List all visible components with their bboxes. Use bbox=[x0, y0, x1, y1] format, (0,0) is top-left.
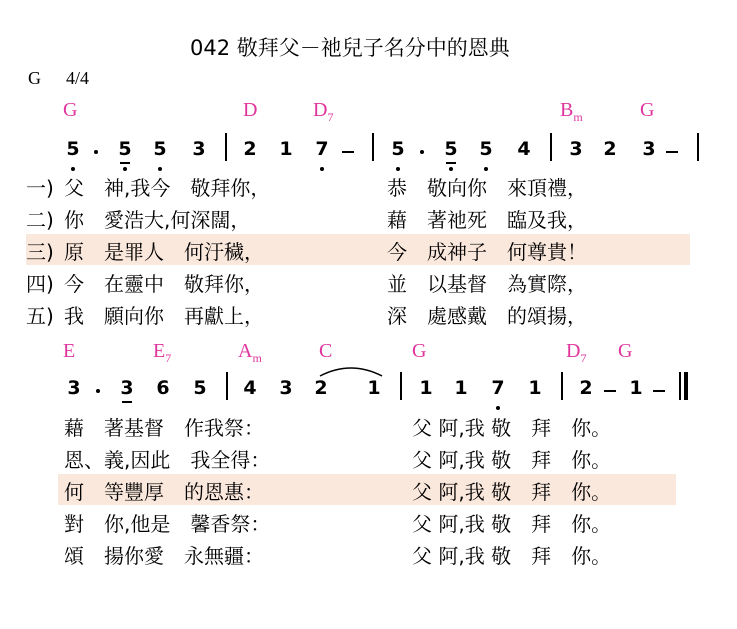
chord-symbol: $D_7$ bbox=[313, 99, 334, 124]
barline bbox=[697, 133, 699, 161]
underline bbox=[122, 401, 132, 403]
note-5: 5 bbox=[63, 140, 83, 159]
note-3: 3 bbox=[569, 138, 583, 160]
note-3: 3 bbox=[192, 138, 206, 160]
low-octave-dot bbox=[484, 167, 488, 171]
lyric-phrase: 對 你,他是 馨香祭： bbox=[64, 512, 271, 536]
note-2: 2 bbox=[603, 138, 617, 160]
note-1: 1 bbox=[528, 377, 542, 399]
note-2: 2 bbox=[579, 377, 593, 399]
lyric-phrase: 頌 揚你愛 永無疆： bbox=[64, 544, 264, 568]
note-1: 1 bbox=[367, 377, 381, 399]
note-2: 2 bbox=[243, 138, 257, 160]
lyric-phrase: 你 愛浩大,何深闊， bbox=[64, 208, 251, 232]
note-5: 5 bbox=[441, 140, 461, 159]
lyric-phrase: 原 是罪人 何汙穢， bbox=[64, 240, 264, 264]
lyric-phrase: 恭 敬向你 來頂禮， bbox=[387, 176, 587, 200]
note-5: 5 bbox=[115, 140, 135, 159]
final-barline-thick bbox=[684, 372, 688, 400]
barline bbox=[550, 133, 552, 161]
note-3: 3 bbox=[67, 377, 81, 399]
low-octave-dot bbox=[449, 167, 453, 171]
chord-symbol: G bbox=[63, 99, 78, 121]
hold-dash bbox=[604, 390, 616, 392]
lyric-phrase: 藉 著基督 作我祭： bbox=[64, 416, 264, 440]
barline bbox=[226, 372, 228, 400]
low-octave-dot bbox=[71, 167, 75, 171]
verse-number: 五) bbox=[26, 304, 54, 328]
low-octave-dot bbox=[123, 167, 127, 171]
note-5: 5 bbox=[476, 140, 496, 159]
verse-number: 二) bbox=[26, 208, 54, 232]
verse-number: 四) bbox=[26, 272, 54, 296]
augmentation-dot bbox=[96, 389, 100, 393]
hold-dash bbox=[342, 151, 354, 153]
note-4: 4 bbox=[517, 138, 531, 160]
lyric-phrase: 父 阿,我 敬 拜 你。 bbox=[412, 512, 612, 536]
barline bbox=[372, 133, 374, 161]
key-signature: G bbox=[28, 68, 41, 88]
chord-symbol: G bbox=[412, 340, 427, 362]
low-octave-dot bbox=[496, 406, 500, 410]
low-octave-dot bbox=[158, 167, 162, 171]
lyric-phrase: 藉 著祂死 臨及我， bbox=[387, 208, 587, 232]
note-1: 1 bbox=[454, 377, 468, 399]
lyric-phrase: 今 在靈中 敬拜你， bbox=[64, 272, 264, 296]
note-5: 5 bbox=[388, 140, 408, 159]
lyric-phrase: 父 阿,我 敬 拜 你。 bbox=[412, 448, 612, 472]
augmentation-dot bbox=[420, 150, 424, 154]
barline bbox=[225, 133, 227, 161]
lyric-phrase: 父 阿,我 敬 拜 你。 bbox=[412, 416, 612, 440]
note-3: 3 bbox=[642, 138, 656, 160]
lyric-phrase: 父 神,我今 敬拜你， bbox=[64, 176, 271, 200]
note-6: 6 bbox=[156, 377, 170, 399]
augmentation-dot bbox=[94, 150, 98, 154]
note-5: 5 bbox=[193, 377, 207, 399]
chord-symbol: D bbox=[243, 99, 258, 121]
barline bbox=[400, 372, 402, 400]
note-7: 7 bbox=[488, 379, 508, 398]
chord-symbol: E bbox=[63, 340, 76, 362]
final-barline-thin bbox=[679, 372, 681, 400]
hymn-title: 042 敬拜父－祂兒子名分中的恩典 bbox=[190, 36, 510, 60]
note-1: 1 bbox=[629, 377, 643, 399]
low-octave-dot bbox=[320, 167, 324, 171]
underline bbox=[446, 162, 456, 164]
lyric-phrase: 何 等豐厚 的恩惠： bbox=[64, 480, 264, 504]
chord-symbol: G bbox=[640, 99, 655, 121]
note-1: 1 bbox=[419, 377, 433, 399]
verse-number: 一) bbox=[26, 176, 54, 200]
note-4: 4 bbox=[243, 377, 257, 399]
lyric-phrase: 父 阿,我 敬 拜 你。 bbox=[412, 480, 612, 504]
lyric-phrase: 深 處感戴 的頌揚， bbox=[387, 304, 587, 328]
lyric-phrase: 今 成神子 何尊貴！ bbox=[387, 240, 587, 264]
lyric-phrase: 我 願向你 再獻上， bbox=[64, 304, 264, 328]
note-3: 3 bbox=[117, 379, 137, 398]
lyric-phrase: 並 以基督 為實際， bbox=[387, 272, 587, 296]
note-2: 2 bbox=[314, 377, 328, 399]
chord-symbol: $A_m$ bbox=[238, 340, 262, 365]
note-7: 7 bbox=[312, 140, 332, 159]
chord-symbol: $B_m$ bbox=[560, 99, 583, 124]
verse-number: 三) bbox=[26, 240, 54, 264]
note-3: 3 bbox=[279, 377, 293, 399]
lyric-phrase: 父 阿,我 敬 拜 你。 bbox=[412, 544, 612, 568]
hold-dash bbox=[666, 151, 678, 153]
chord-symbol: C bbox=[319, 340, 333, 362]
low-octave-dot bbox=[396, 167, 400, 171]
hold-dash bbox=[653, 390, 665, 392]
note-5: 5 bbox=[150, 140, 170, 159]
underline bbox=[120, 162, 130, 164]
chord-symbol: $D_7$ bbox=[566, 340, 587, 365]
chord-symbol: G bbox=[618, 340, 633, 362]
chord-symbol: $E_7$ bbox=[153, 340, 172, 365]
tie-arc bbox=[318, 362, 384, 378]
time-signature: 4/4 bbox=[66, 68, 90, 88]
lyric-phrase: 恩、義,因此 我全得： bbox=[64, 448, 271, 472]
barline bbox=[561, 372, 563, 400]
note-1: 1 bbox=[279, 138, 293, 160]
